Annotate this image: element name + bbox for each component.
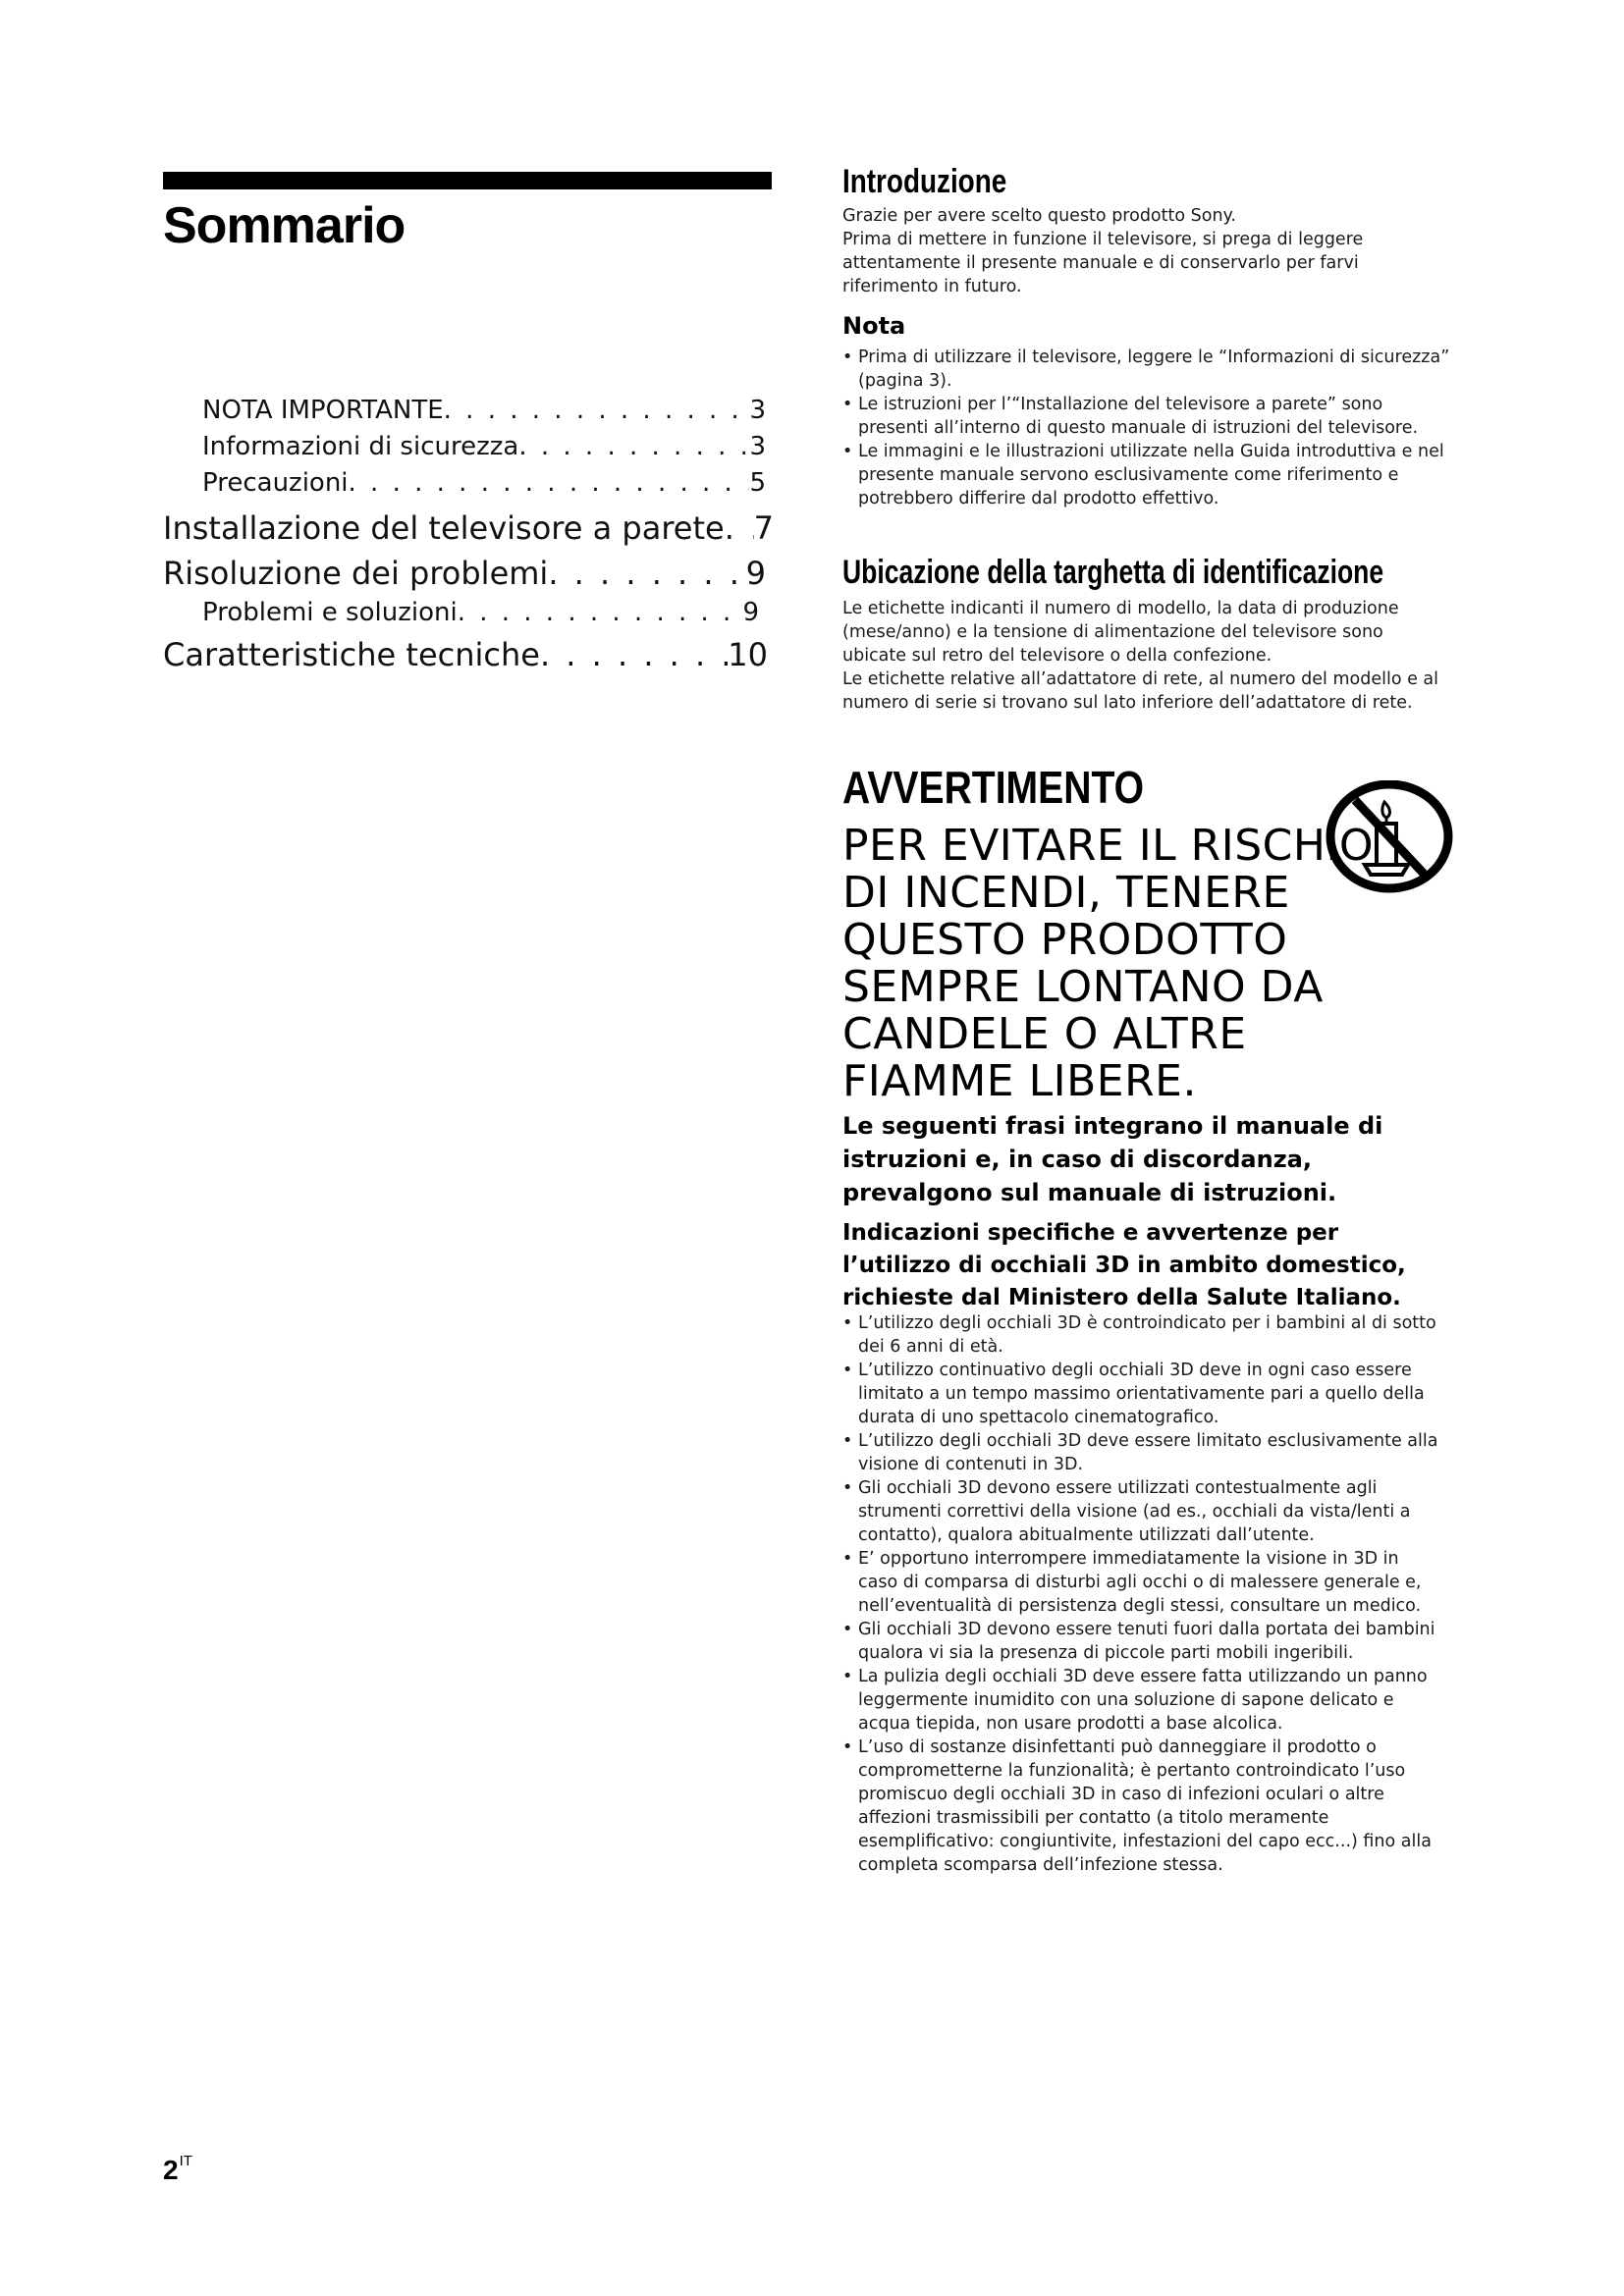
toc-entry-label: Risoluzione dei problemi: [163, 555, 549, 592]
list-item: • L’utilizzo continuativo degli occhiali 3D deve in ogni caso essere limitato a un tempo massimo orientativamente pari a quello della durata di uno spettacolo cinematografico.: [842, 1359, 1443, 1429]
label-location-heading: Ubicazione della targhetta di identificazione: [842, 554, 1384, 591]
list-item: • Prima di utilizzare il televisore, leggere le “Informazioni di sicurezza” (pagina 3).: [842, 346, 1451, 393]
section-bar: [163, 172, 772, 189]
toc-entry-page: 3: [749, 432, 766, 461]
toc-entry-label: NOTA IMPORTANTE: [202, 396, 444, 425]
toc-entry-label: Installazione del televisore a parete: [163, 509, 725, 547]
toc-entry-label: Caratteristiche tecniche: [163, 636, 540, 673]
toc-entry-page: 9: [745, 555, 766, 592]
intro-text: [842, 204, 1451, 298]
intro-paragraph: Prima di mettere in funzione il televisore, si prega di leggere attentamente il presente manuale e di conservarlo per farvi riferimento in futuro.: [842, 230, 1364, 296]
legal-note: Le seguenti frasi integrano il manuale di istruzioni e, in caso di discordanza, prevalgono sul manuale di istruzioni.: [842, 1112, 1383, 1206]
list-item: • E’ opportuno interrompere immediatamente la visione in 3D in caso di comparsa di disturbi agli occhi o di malessere generale e, nell’eventualità di persistenza degli stessi, consultare un medico.: [842, 1547, 1443, 1618]
toc-entry-page: 7: [753, 509, 774, 547]
intro-paragraph: Grazie per avere scelto questo prodotto Sony.: [842, 206, 1236, 226]
toc-entry-label: Problemi e soluzioni: [202, 598, 458, 627]
page-number-value: 2: [163, 2155, 179, 2185]
toc-entry-installazione[interactable]: [163, 509, 774, 547]
warning-text: PER EVITARE IL RISCHIO DI INCENDI, TENERE QUESTO PRODOTTO SEMPRE LONTANO DA CANDELE O ALTRE FIAMME LIBERE.: [842, 821, 1375, 1106]
list-item: • Le immagini e le illustrazioni utilizzate nella Guida introduttiva e nel presente manuale servono esclusivamente come riferimento e potrebbero differire dal prodotto effettivo.: [842, 440, 1451, 510]
label-location-paragraph: Le etichette indicanti il numero di modello, la data di produzione (mese/anno) e la tensione di alimentazione del televisore sono ubicate sul retro del televisore o della confezione.: [842, 599, 1399, 666]
nota-heading: Nota: [842, 312, 906, 340]
page-title: Sommario: [163, 197, 406, 254]
list-item: • La pulizia degli occhiali 3D deve essere fatta utilizzando un panno leggermente inumidito con una soluzione di sapone delicato e acqua tiepida, non usare prodotti a base alcolica.: [842, 1665, 1443, 1735]
toc-entry-label: Precauzioni: [202, 468, 349, 498]
label-location-text: [842, 597, 1451, 715]
list-item: • L’utilizzo degli occhiali 3D è controindicato per i bambini al di sotto dei 6 anni di età.: [842, 1311, 1443, 1359]
list-item: • Le istruzioni per l’“Installazione del televisore a parete” sono presenti all’interno di questo manuale di istruzioni del televisore.: [842, 393, 1451, 440]
toc-entry-caratteristiche[interactable]: [163, 636, 768, 673]
toc-entry-page: 5: [749, 468, 766, 498]
toc-entry-risoluzione[interactable]: [163, 555, 766, 592]
list-item: • L’utilizzo degli occhiali 3D deve essere limitato esclusivamente alla visione di contenuti in 3D.: [842, 1429, 1443, 1476]
list-item: • Gli occhiali 3D devono essere tenuti fuori dalla portata dei bambini qualora vi sia la presenza di piccole parti mobili ingeribili.: [842, 1618, 1443, 1665]
toc-entry-precauzioni[interactable]: [202, 468, 766, 498]
toc-entry-informazioni-sicurezza[interactable]: [202, 432, 766, 461]
toc-entry-nota-importante[interactable]: [202, 396, 766, 425]
list-item: • L’uso di sostanze disinfettanti può danneggiare il prodotto o comprometterne la funzionalità; è pertanto controindicato l’uso promiscuo degli occhiali 3D in caso di infezioni oculari o altre affezioni trasmissibili per contatto (a titolo meramente esemplificativo: congiuntivite, infestazioni del capo ecc...) fino alla completa scomparsa dell’infezione stessa.: [842, 1735, 1443, 1877]
page-number-suffix: IT: [179, 2153, 192, 2169]
nota-list: [842, 346, 1451, 510]
toc-entry-page: 10: [728, 636, 768, 673]
toc-entry-problemi-soluzioni[interactable]: [202, 598, 759, 627]
toc-entry-page: 9: [742, 598, 759, 627]
toc-entry-page: 3: [749, 396, 766, 425]
intro-heading: Introduzione: [842, 163, 1007, 200]
warning-heading: AVVERTIMENTO: [842, 762, 1145, 813]
list-item: • Gli occhiali 3D devono essere utilizzati contestualmente agli strumenti correttivi della visione (ad es., occhiali da vista/lenti a contatto), qualora abitualmente utilizzati dall’utente.: [842, 1476, 1443, 1547]
label-location-paragraph: Le etichette relative all’adattatore di rete, al numero del modello e al numero di serie si trovano sul lato inferiore dell’adattatore di rete.: [842, 669, 1439, 713]
glasses-list: [842, 1311, 1443, 1877]
toc-entry-label: Informazioni di sicurezza: [202, 432, 519, 461]
page-number: [163, 2153, 192, 2186]
glasses-heading: Indicazioni specifiche e avvertenze per l’utilizzo di occhiali 3D in ambito domestico, richieste dal Ministero della Salute Italiano.: [842, 1220, 1406, 1310]
